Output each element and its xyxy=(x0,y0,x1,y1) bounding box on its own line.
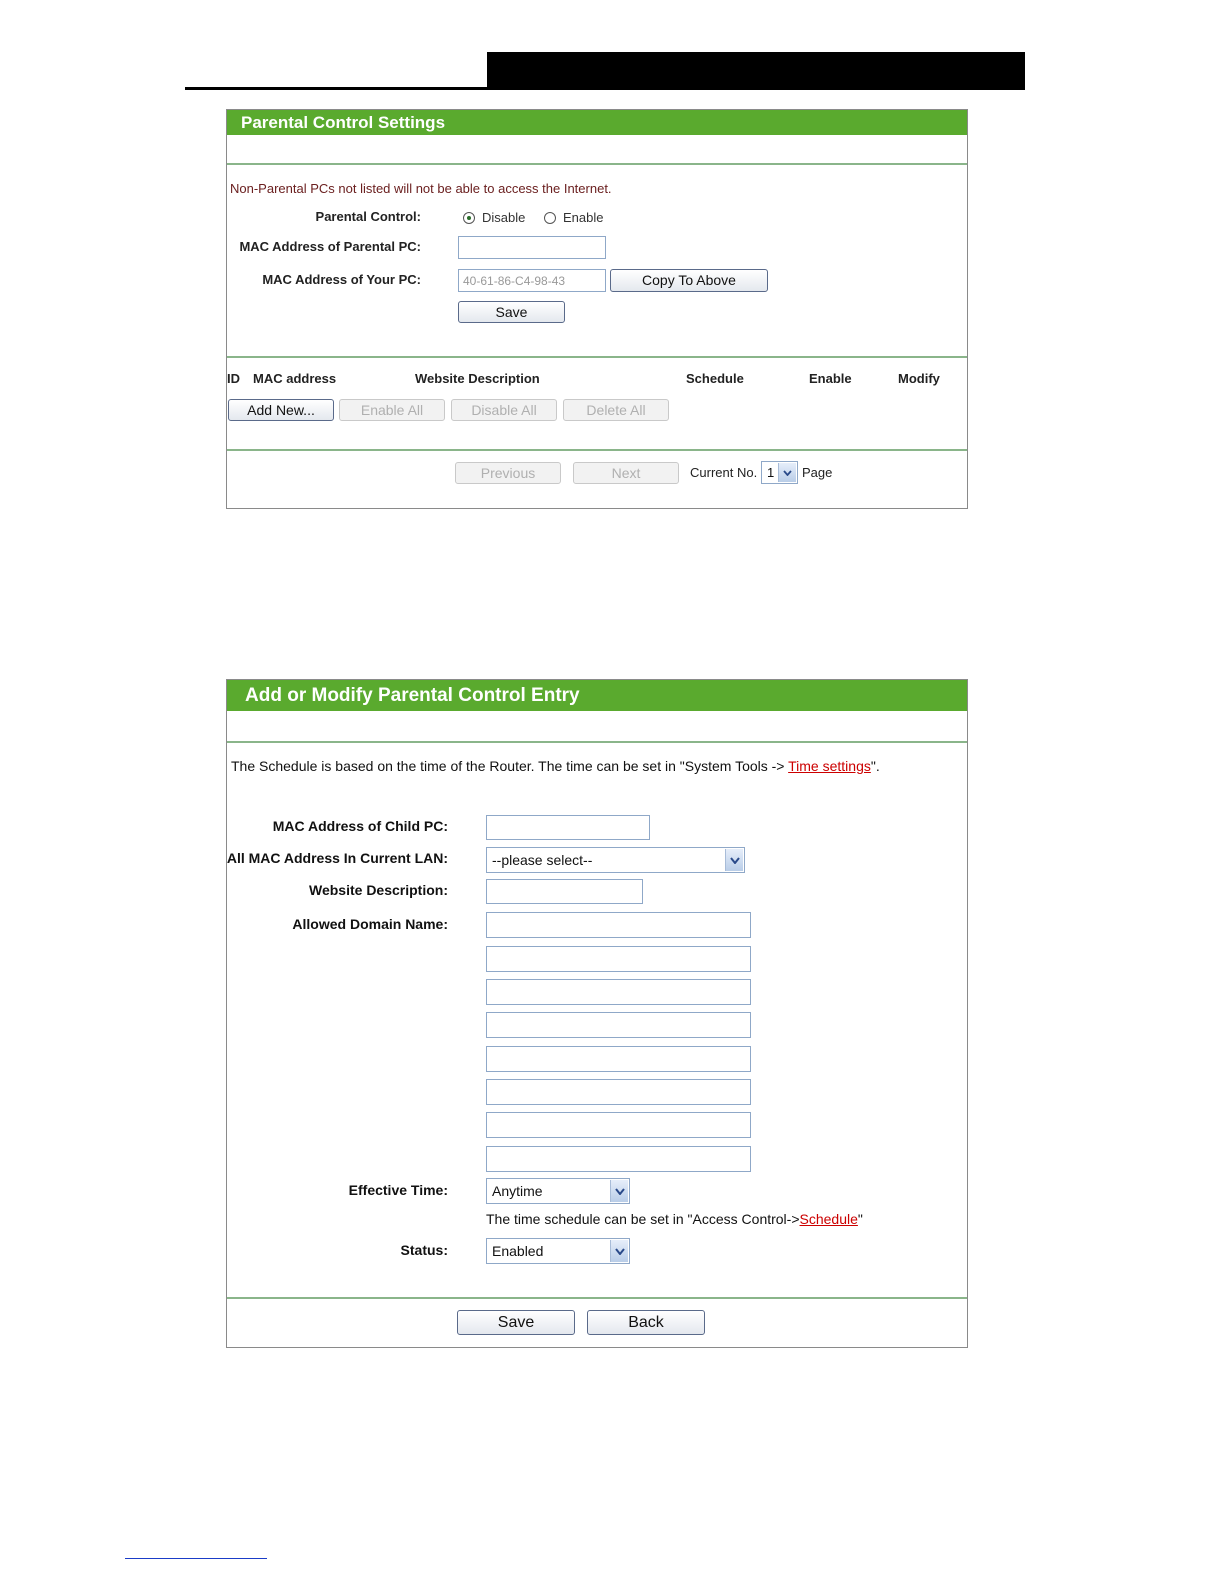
mac-your-label: MAC Address of Your PC: xyxy=(262,272,421,287)
column-header-schedule: Schedule xyxy=(686,371,744,386)
disable-radio[interactable] xyxy=(463,212,475,224)
chevron-down-icon xyxy=(778,463,796,482)
time-schedule-note-end: " xyxy=(857,1211,863,1227)
separator xyxy=(227,163,967,165)
page-label: Page xyxy=(802,465,833,480)
header-black-bar xyxy=(487,52,1025,90)
back-button[interactable]: Back xyxy=(587,1310,705,1335)
save-button[interactable]: Save xyxy=(457,1310,575,1335)
effective-time-label: Effective Time: xyxy=(348,1182,448,1198)
access-note: Non-Parental PCs not listed will not be able to access the Internet. xyxy=(230,181,612,196)
column-header-modify: Modify xyxy=(898,371,940,386)
allowed-domain-label: Allowed Domain Name: xyxy=(292,916,448,932)
all-mac-label: All MAC Address In Current LAN: xyxy=(226,850,448,866)
mac-your-input[interactable] xyxy=(458,269,606,292)
domain-input-2[interactable] xyxy=(486,946,751,972)
column-header-website: Website Description xyxy=(415,371,540,386)
column-header-mac: MAC address xyxy=(253,371,337,386)
copy-to-above-button[interactable]: Copy To Above xyxy=(610,269,768,292)
status-select[interactable] xyxy=(486,1238,630,1264)
domain-input-7[interactable] xyxy=(486,1112,751,1138)
domain-input-4[interactable] xyxy=(486,1012,751,1038)
next-button[interactable]: Next xyxy=(573,462,679,484)
status-value: Enabled xyxy=(492,1243,544,1259)
effective-time-value: Anytime xyxy=(492,1183,543,1199)
website-desc-label: Website Description: xyxy=(309,882,448,898)
current-page-select[interactable] xyxy=(761,461,798,484)
schedule-link[interactable]: Schedule xyxy=(799,1211,858,1227)
mac-child-input[interactable] xyxy=(486,815,650,840)
current-no-label: Current No. xyxy=(690,465,758,480)
all-mac-select[interactable] xyxy=(486,847,745,873)
current-page-value: 1 xyxy=(767,465,775,480)
separator xyxy=(227,356,967,358)
add-new-button[interactable]: Add New... xyxy=(228,399,334,421)
domain-input-8[interactable] xyxy=(486,1146,751,1172)
website-desc-input[interactable] xyxy=(486,879,643,904)
previous-button[interactable]: Previous xyxy=(455,462,561,484)
chevron-down-icon xyxy=(725,849,743,871)
save-button[interactable]: Save xyxy=(458,301,565,323)
mac-parental-label: MAC Address of Parental PC: xyxy=(239,239,421,254)
disable-radio-label: Disable xyxy=(482,210,526,225)
separator xyxy=(227,741,967,743)
chevron-down-icon xyxy=(610,1240,628,1262)
column-header-id: ID xyxy=(227,371,240,386)
domain-input-6[interactable] xyxy=(486,1079,751,1105)
parental-control-settings-panel xyxy=(226,109,968,509)
domain-input-3[interactable] xyxy=(486,979,751,1005)
time-settings-link[interactable]: Time settings xyxy=(788,758,871,774)
effective-time-select[interactable] xyxy=(486,1178,630,1204)
schedule-note xyxy=(231,758,880,774)
time-schedule-note xyxy=(486,1211,863,1227)
enable-radio-label: Enable xyxy=(563,210,604,225)
time-schedule-note-text: The time schedule can be set in "Access Control-> xyxy=(486,1211,800,1227)
separator xyxy=(227,449,967,451)
mac-child-label: MAC Address of Child PC: xyxy=(272,818,448,834)
add-modify-entry-panel xyxy=(226,679,968,1348)
schedule-note-end: ". xyxy=(870,758,880,774)
schedule-note-text: The Schedule is based on the time of the Router. The time can be set in "System Tools -> xyxy=(231,758,789,774)
footer-link-underline xyxy=(125,1558,267,1559)
domain-input-5[interactable] xyxy=(486,1046,751,1072)
panel-title: Parental Control Settings xyxy=(227,110,967,135)
enable-all-button[interactable]: Enable All xyxy=(339,399,445,421)
separator xyxy=(227,1297,967,1299)
delete-all-button[interactable]: Delete All xyxy=(563,399,669,421)
disable-all-button[interactable]: Disable All xyxy=(451,399,557,421)
domain-input-1[interactable] xyxy=(486,912,751,938)
panel-title: Add or Modify Parental Control Entry xyxy=(227,680,967,711)
all-mac-select-value: --please select-- xyxy=(492,852,593,868)
column-header-enable: Enable xyxy=(809,371,852,386)
parental-control-label: Parental Control: xyxy=(315,209,421,224)
chevron-down-icon xyxy=(610,1180,628,1202)
status-label: Status: xyxy=(400,1242,448,1258)
mac-parental-input[interactable] xyxy=(458,236,606,259)
enable-radio[interactable] xyxy=(544,212,556,224)
